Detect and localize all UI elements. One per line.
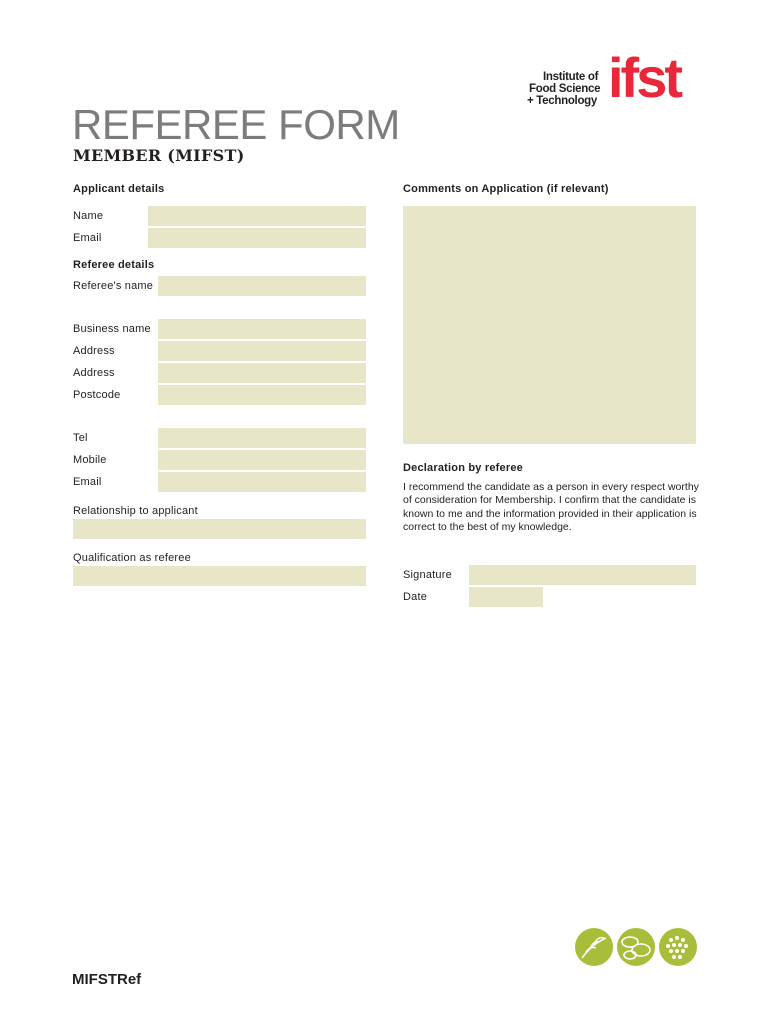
referee-email-field[interactable] xyxy=(158,472,366,492)
postcode-label: Postcode xyxy=(73,389,121,401)
logo-line-3: + Technology xyxy=(527,95,597,107)
postcode-field[interactable] xyxy=(158,385,366,405)
referee-email-label: Email xyxy=(73,476,102,488)
relationship-label: Relationship to applicant xyxy=(73,505,198,517)
logo-line-2: Food Science xyxy=(529,83,601,95)
referee-name-field[interactable] xyxy=(158,276,366,296)
referee-details-heading: Referee details xyxy=(73,259,155,271)
qualification-label: Qualification as referee xyxy=(73,552,191,564)
address-2-field[interactable] xyxy=(158,363,366,383)
applicant-name-field[interactable] xyxy=(148,206,366,226)
referee-name-label: Referee's name xyxy=(73,280,154,292)
signature-field[interactable] xyxy=(469,565,696,585)
tel-label: Tel xyxy=(73,432,88,444)
date-label: Date xyxy=(403,591,428,603)
page-title: REFEREE FORM xyxy=(72,101,400,148)
address-2-label: Address xyxy=(73,367,115,379)
address-1-field[interactable] xyxy=(158,341,366,361)
applicant-email-field[interactable] xyxy=(148,228,366,248)
tel-field[interactable] xyxy=(158,428,366,448)
applicant-name-label: Name xyxy=(73,210,104,222)
applicant-details-heading: Applicant details xyxy=(73,183,165,195)
mobile-label: Mobile xyxy=(73,454,107,466)
business-name-label: Business name xyxy=(73,323,151,335)
applicant-email-label: Email xyxy=(73,232,102,244)
logo-line-1: Institute of xyxy=(543,71,599,83)
mobile-field[interactable] xyxy=(158,450,366,470)
business-name-field[interactable] xyxy=(158,319,366,339)
declaration-text: I recommend the candidate as a person in every respect worthy of consideration for Membership. I confirm that the candidate is known to me and the information provided in their application is correct to the best of my knowledge. xyxy=(403,481,699,534)
date-field[interactable] xyxy=(469,587,543,607)
signature-label: Signature xyxy=(403,569,452,581)
form-code: MIFSTRef xyxy=(72,971,142,988)
address-1-label: Address xyxy=(73,345,115,357)
page-subtitle: MEMBER (MIFST) xyxy=(73,146,245,165)
declaration-heading: Declaration by referee xyxy=(403,462,523,474)
qualification-field[interactable] xyxy=(73,566,366,586)
ifst-wordmark: ifst xyxy=(608,46,680,109)
food-badges-icon xyxy=(574,926,698,968)
comments-heading: Comments on Application (if relevant) xyxy=(403,183,609,195)
relationship-field[interactable] xyxy=(73,519,366,539)
comments-textarea[interactable] xyxy=(403,206,696,444)
